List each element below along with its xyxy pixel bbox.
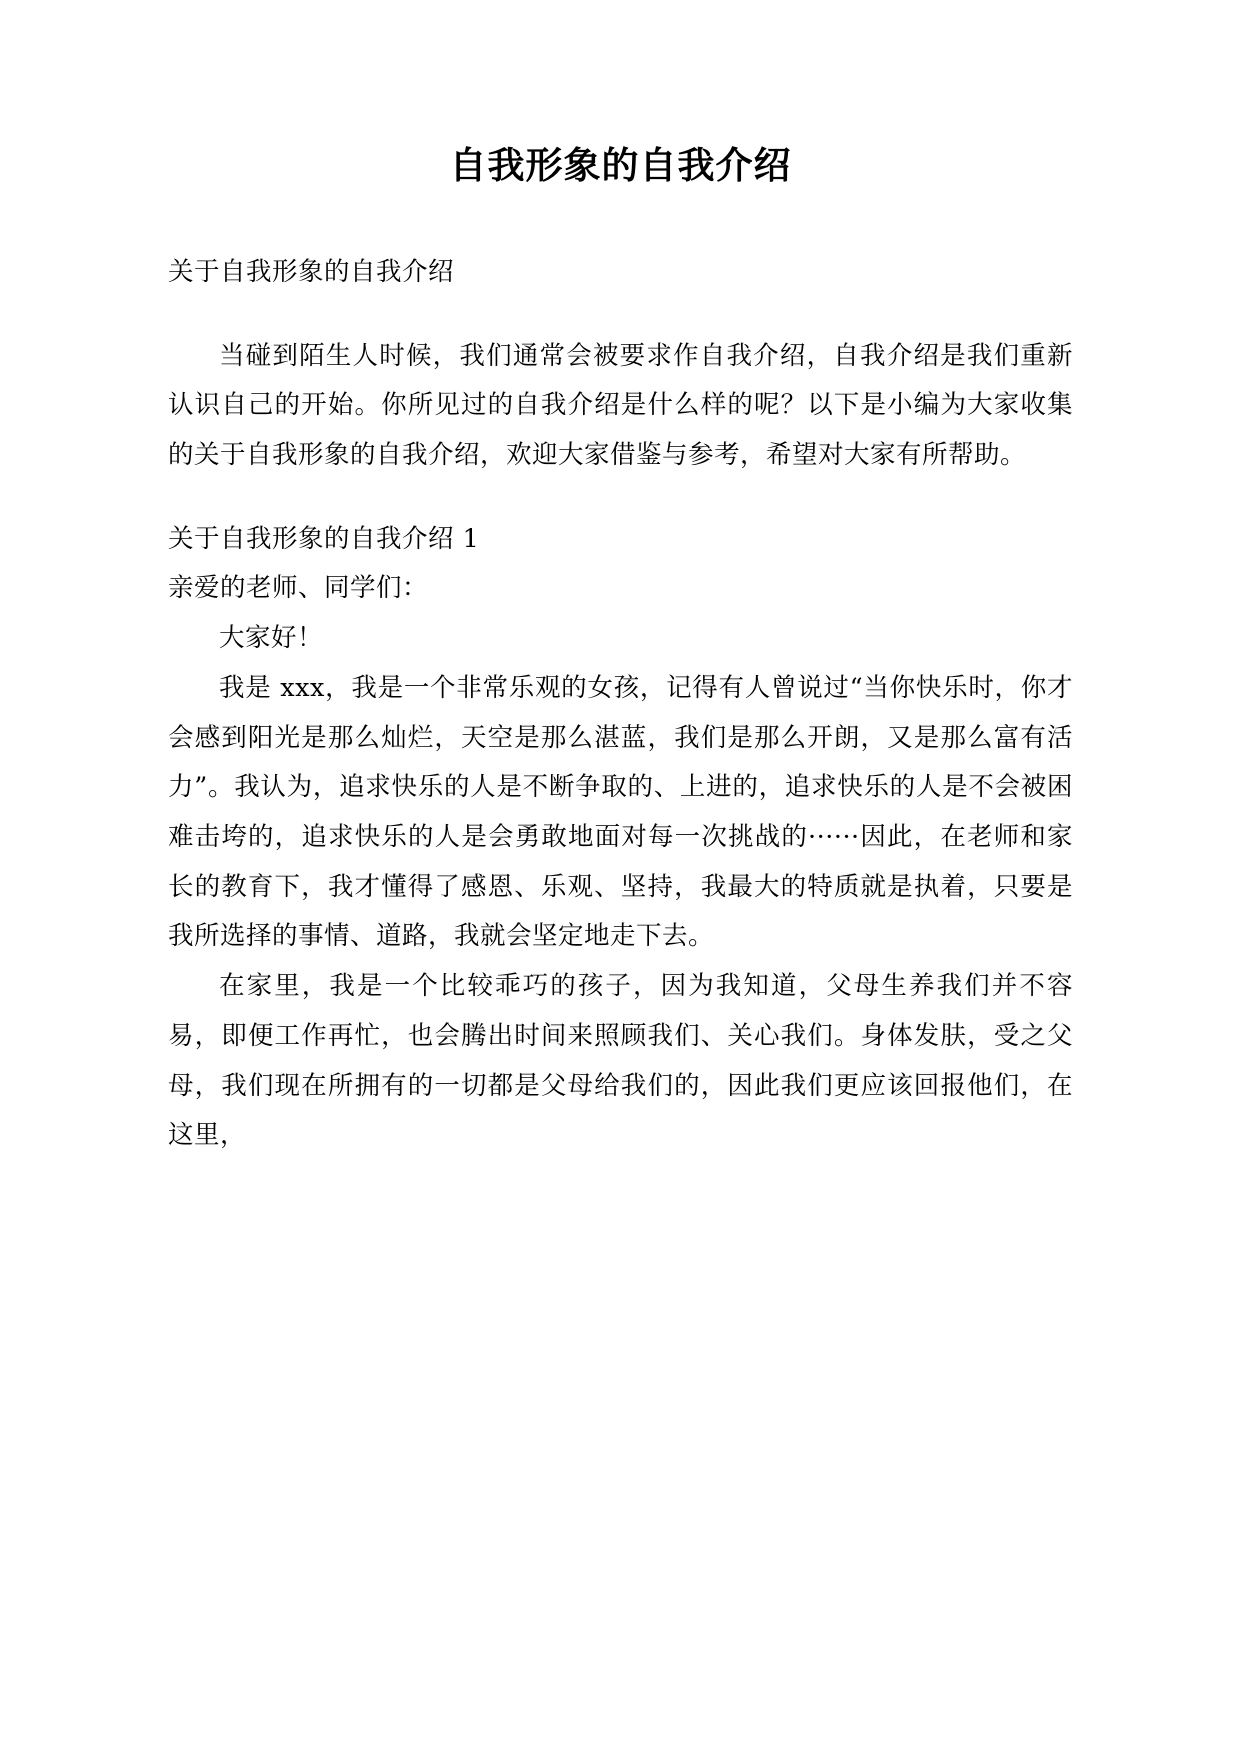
paragraph-intro: 当碰到陌生人时候，我们通常会被要求作自我介绍，自我介绍是我们重新认识自己的开始。你所见过的自我介绍是什么样的呢？以下是小编为大家收集的关于自我形象的自我介绍，欢迎大家借鉴与参考，希望对大家有所帮助。 (168, 340, 1073, 470)
paragraph-body-1: 我是 xxx，我是一个非常乐观的女孩，记得有人曾说过“当你快乐时，你才会感到阳光是那么灿烂，天空是那么湛蓝，我们是那么开朗，又是那么富有活力”。我认为，追求快乐的人是不断争取的、上进的，追求快乐的人是不会被困难击垮的，追求快乐的人是会勇敢地面对每一次挑战的······因此，在老师和家长的教育下，我才懂得了感恩、乐观、坚持，我最大的特质就是执着，只要是我所选择的事情、道路，我就会坚定地走下去。 (168, 672, 1073, 952)
paragraph-subtitle: 关于自我形象的自我介绍 (168, 256, 455, 287)
paragraph-greeting: 大家好！ (219, 623, 324, 654)
paragraph-section-heading-1: 关于自我形象的自我介绍 1 (168, 523, 480, 554)
paragraph-body-2: 在家里，我是一个比较乖巧的孩子，因为我知道，父母生养我们并不容易，即便工作再忙，也会腾出时间来照顾我们、关心我们。身体发肤，受之父母，我们现在所拥有的一切都是父母给我们的，因此我们更应该回报他们，在这里， (168, 971, 1073, 1151)
page-title: 自我形象的自我介绍 (449, 144, 792, 187)
paragraph-salutation: 亲爱的老师、同学们： (168, 573, 429, 604)
